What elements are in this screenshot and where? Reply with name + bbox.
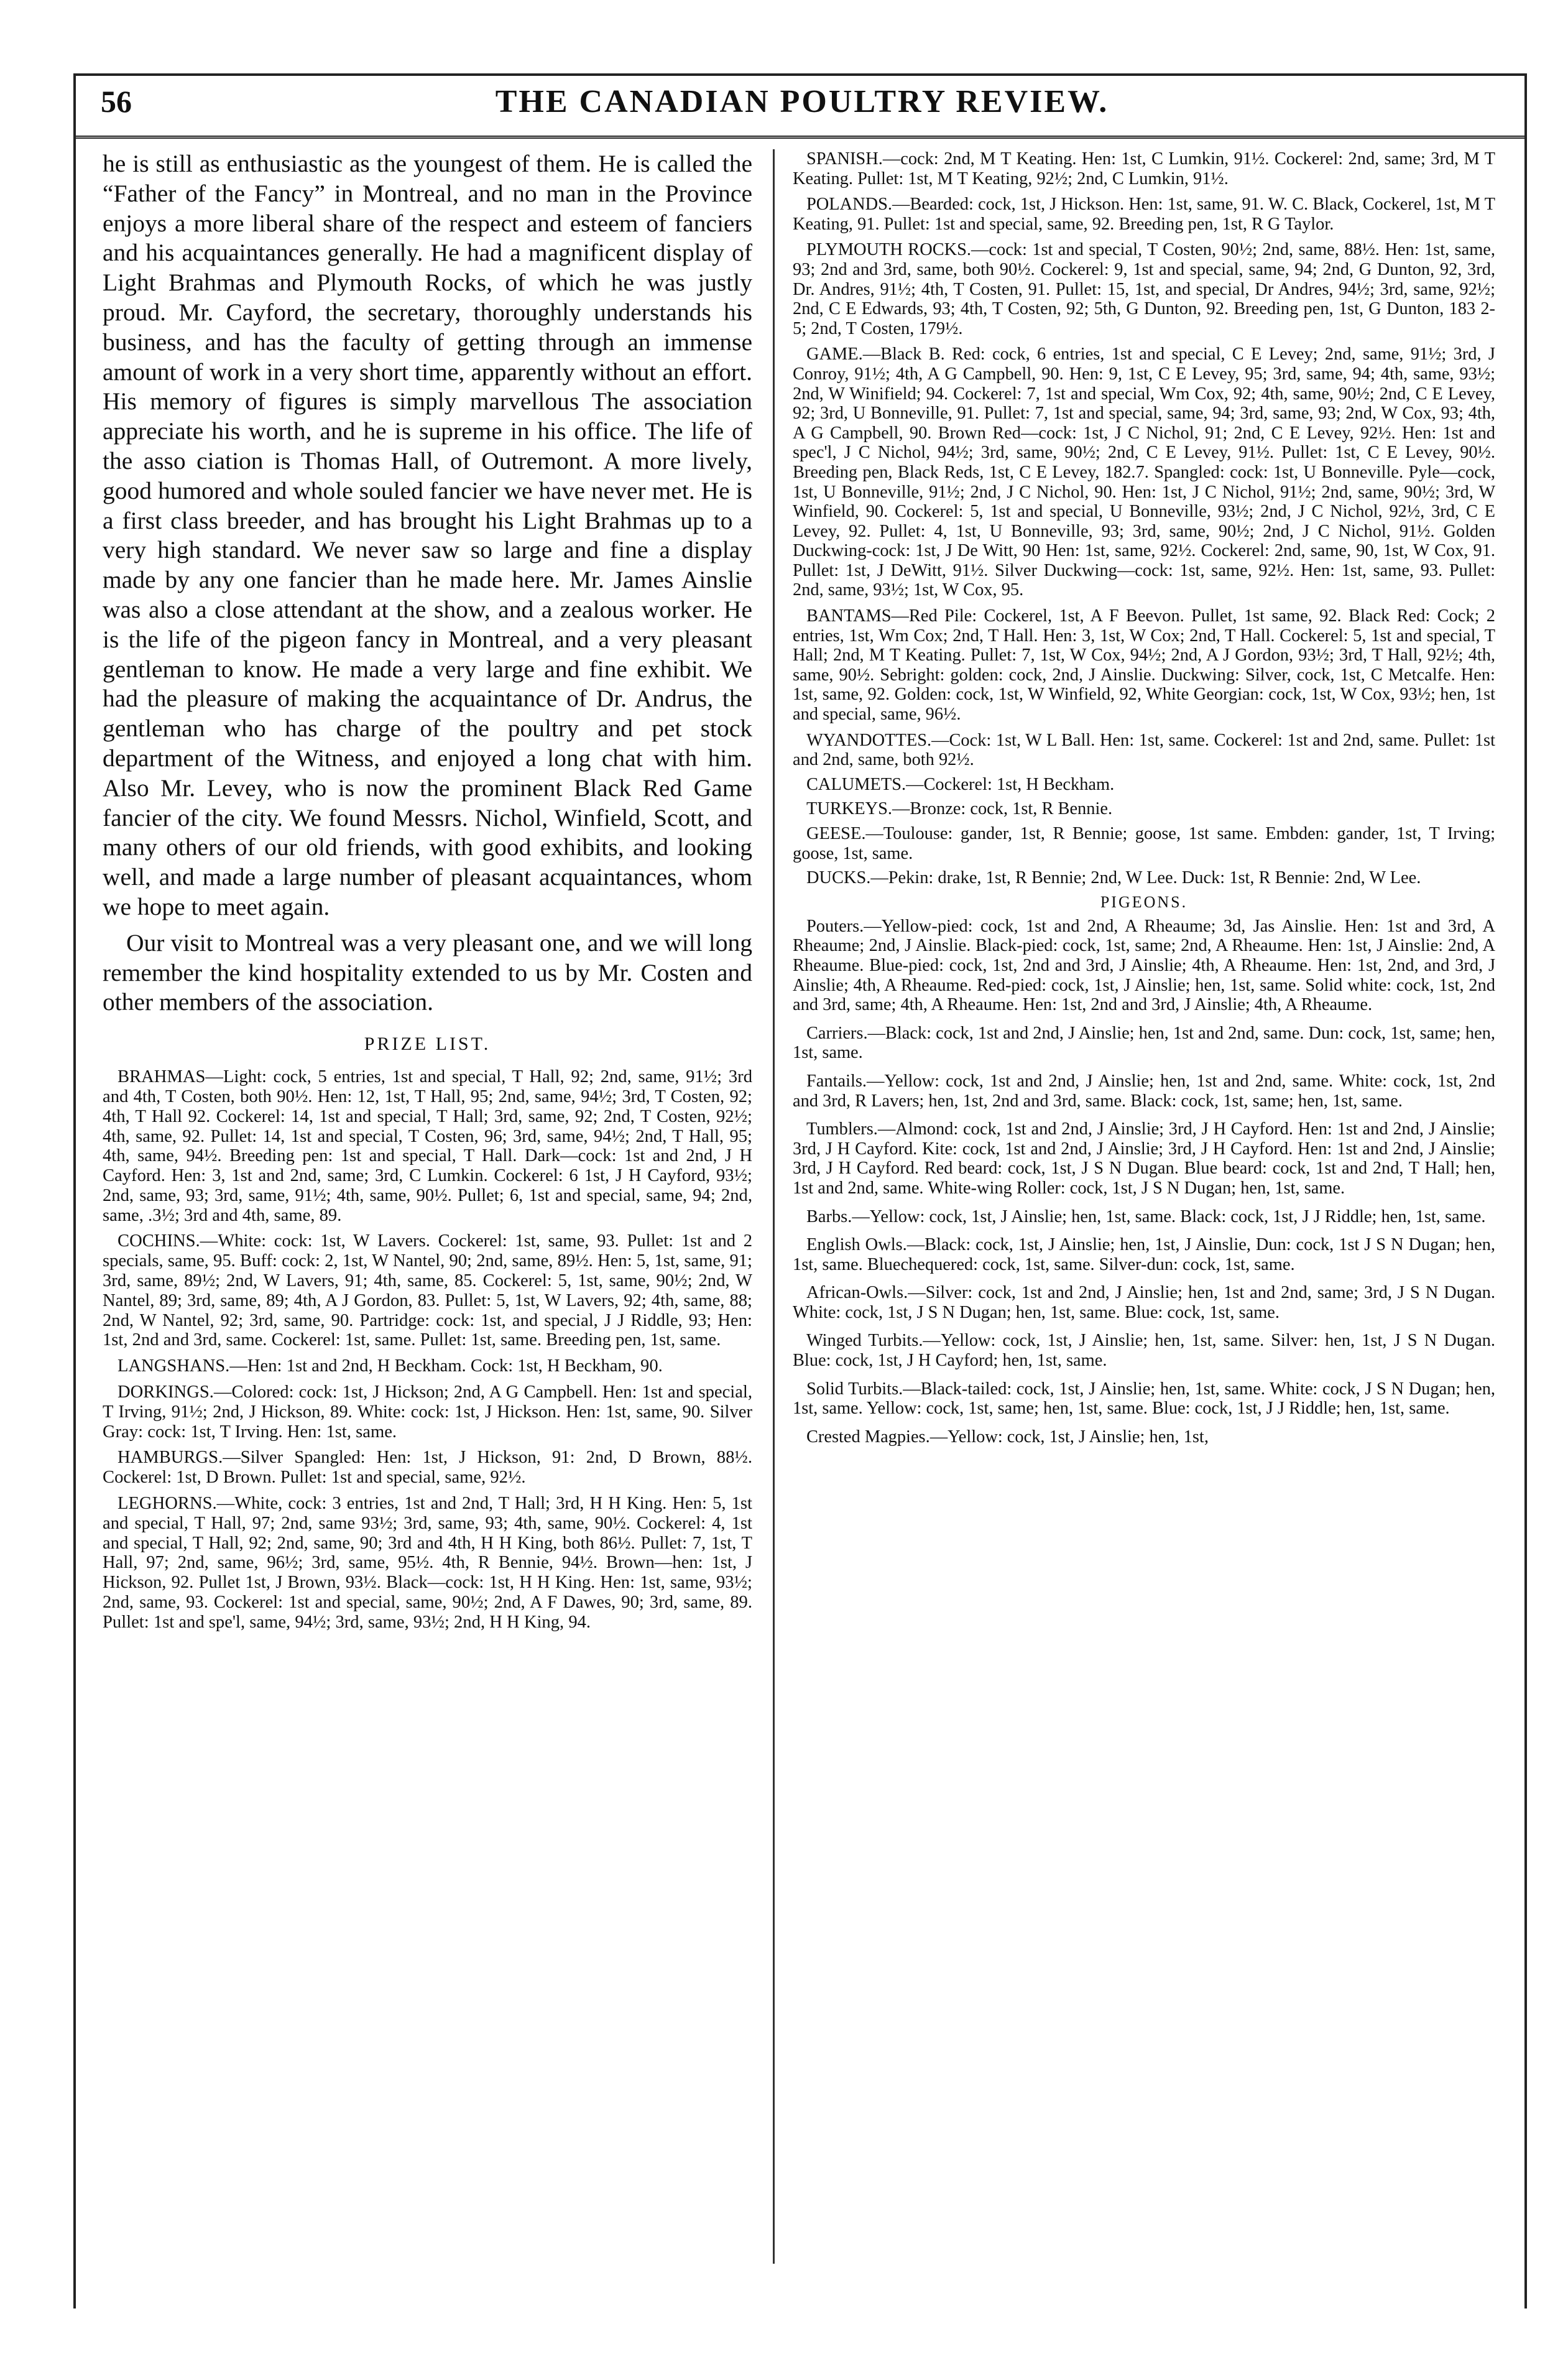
prize-entry: DUCKS.—Pekin: drake, 1st, R Bennie; 2nd, W Lee. Duck: 1st, R Bennie: 2nd, W Lee. [806,868,1421,888]
pigeon-entry: Winged Turbits.—Yellow: cock, 1st, J Ainslie; hen, 1st, same. Silver: hen, 1st, J S N Dugan. Blue: cock, 1st, J H Cayford; hen, 1st, same. [793,1331,1495,1371]
essay-paragraph: he is still as enthusiastic as the youngest of them. He is called the “Father of the Fancy” in Montreal, and no man in the Province enjoys a more liberal share of the respect and esteem of fanciers and his acquaintances generally. He had a magnificent display of Light Brahmas and Plymouth Rocks, of which he was justly proud. Mr. Cayford, the secretary, thoroughly understands his business, and has the faculty of getting through an immense amount of work in a very short time, apparently without an effort. His memory of figures is simply marvellous The association appreciate his worth, and he is supreme in his office. The life of the asso ciation is Thomas Hall, of Outremont. A more lively, good humored and whole souled fancier we have never met. He is a first class breeder, and has brought his Light Brahmas up to a very high standard. We never saw so large and fine a display made by any one fancier than he made here. Mr. James Ainslie was also a close attendant at the show, and a zealous worker. He is the life of the pigeon fancy in Montreal, and a very pleasant gentleman to know. He made a very large and fine exhibit. We had the pleasure of making the acquaintance of Dr. Andrus, the gentleman who has charge of the poultry and pet stock department of the Witness, and enjoyed a long chat with him. Also Mr. Levey, who is now the prominent Black Red Game fancier of the city. We found Messrs. Nichol, Winfield, Scott, and many others of our old friends, with good exhibits, and looking well, and made a large number of pleasant acquaintances, whom we hope to meet again. [103,150,752,920]
pigeon-entry: Crested Magpies.—Yellow: cock, 1st, J Ainslie; hen, 1st, [806,1427,1209,1447]
prize-entry: PLYMOUTH ROCKS.—cock: 1st and special, T Costen, 90½; 2nd, same, 88½. Hen: 1st, same, 93; 2nd and 3rd, same, both 90½. Cockerel: 9, 1st and special, same, 94; 2nd, G Dunton, 92, 3rd, Dr. Andres, 91½; 4th, T Costen, 91. Pullet: 15, 1st, and special, Dr Andres, 94½; 3rd, same, 92½; 2nd, C E Edwards, 93; 4th, T Costen, 92; 5th, G Dunton, 92. Breeding pen, 1st, G Dunton, 183 2-5; 2nd, T Costen, 179½. [793,240,1495,338]
left-column [103,149,752,1639]
prize-list-heading: PRIZE LIST. [364,1034,491,1055]
column-divider [773,149,775,2264]
prize-entry: DORKINGS.—Colored: cock: 1st, J Hickson; 2nd, A G Campbell. Hen: 1st and special, T Irving, 91½; 2nd, J Hickson, 89. White: cock: 1st, J Hickson. Hen: 1st, same, 90. Silver Gray: cock: 1st, T Irving. Hen: 1st, same. [103,1382,752,1442]
prize-entry: CALUMETS.—Cockerel: 1st, H Beckham. [806,774,1115,794]
pigeon-entry: Barbs.—Yellow: cock, 1st, J Ainslie; hen, 1st, same. Black: cock, 1st, J J Riddle; hen, 1st, same. [806,1206,1486,1226]
text-columns [87,149,1511,2301]
prize-entry: COCHINS.—White: cock: 1st, W Lavers. Cockerel: 1st, same, 93. Pullet: 1st and 2 specials, same, 95. Buff: cock: 2, 1st, W Nantel, 90; 2nd, same, 89½. Hen: 5, 1st, same, 91; 3rd, same, 89½; 2nd, W Lavers, 91; 4th, same, 85. Cockerel: 5, 1st, same, 90½; 2nd, W Nantel, 89; 3rd, same, 89; 4th, A J Gordon, 83. Pullet: 5, 1st, W Lavers, 92; 4th, same, 88; 2nd, W Nantel, 92; 3rd, same, 90. Partridge: cock: 1st, and special, J J Riddle, 93; Hen: 1st, 2nd and 3rd, same. Cockerel: 1st, same. Pullet: 1st, same. Breeding pen, 1st, same. [103,1231,752,1350]
prize-entry: SPANISH.—cock: 2nd, M T Keating. Hen: 1st, C Lumkin, 91½. Cockerel: 2nd, same; 3rd, M T Keating. Pullet: 1st, M T Keating, 92½; 2nd, C Lumkin, 91½. [793,149,1495,188]
pigeon-entry: Fantails.—Yellow: cock, 1st and 2nd, J Ainslie; hen, 1st and 2nd, same. White: cock, 1st, 2nd and 3rd, R Lavers; hen, 1st, 2nd and 3rd, same. Black: cock, 1st, same; hen, 1st, same. [793,1071,1495,1111]
running-head: THE CANADIAN POULTRY REVIEW. [495,84,1109,119]
pigeon-entry: Solid Turbits.—Black-tailed: cock, 1st, J Ainslie; hen, 1st, same. White: cock, J S N Dugan; hen, 1st, same. Yellow: cock, 1st, same; hen, 1st, same. Blue: cock, 1st, J J Riddle; hen, 1st, same. [793,1379,1495,1419]
essay-paragraph: Our visit to Montreal was a very pleasant one, and we will long remember the kind hospitality extended to us by Mr. Costen and other members of the association. [103,928,752,1016]
prize-entry: LEGHORNS.—White, cock: 3 entries, 1st and 2nd, T Hall; 3rd, H H King. Hen: 5, 1st and special, T Hall, 97; 2nd, same 93½; 3rd, same, 93; 4th, same, 90½. Cockerel: 4, 1st and special, T Hall, 92; 2nd, same, 90; 3rd and 4th, H H King, both 86½. Pullet: 7, 1st, T Hall, 97; 2nd, same, 96½; 3rd, same, 95½. 4th, R Bennie, 94½. Brown—hen: 1st, J Hickson, 92. Pullet 1st, J Brown, 93½. Black—cock: 1st, H H King. Hen: 1st, same, 93½; 2nd, same, 93. Cockerel: 1st and special, same, 90½; 2nd, A F Dawes, 90; 3rd, same, 89. Pullet: 1st and spe'l, same, 94½; 3rd, same, 93½; 2nd, H H King, 94. [103,1494,752,1632]
prize-entry: BRAHMAS—Light: cock, 5 entries, 1st and special, T Hall, 92; 2nd, same, 91½; 3rd and 4th, T Costen, both 90½. Hen: 12, 1st, T Hall, 95; 2nd, same, 94½; 3rd, T Costen, 92; 4th, T Hall 92. Cockerel: 14, 1st and special, T Hall; 3rd, same, 92; 2nd, T Costen, 92½; 4th, same, 92. Pullet: 14, 1st and special, T Costen, 96; 3rd, same, 94½; 2nd, T Hall, 95; 4th, same, 94½. Breeding pen: 1st and special, T Hall. Dark—cock: 1st and 2nd, J H Cayford. Hen: 3, 1st and 2nd, same; 3rd, C Lumkin. Cockerel: 6 1st, J H Cayford, 93½; 2nd, same, 93; 3rd, same, 91½; 4th, same, 90½. Pullet; 6, 1st and special, same, 94; 2nd, same, .3½; 3rd and 4th, same, 89. [103,1067,752,1225]
header-rule [73,136,1524,139]
pigeon-entry: Pouters.—Yellow-pied: cock, 1st and 2nd, A Rheaume; 3d, Jas Ainslie. Hen: 1st and 3rd, A Rheaume; 2nd, J Ainslie. Black-pied: cock, 1st, same; 2nd, A Rheaume. Hen: 1st, J Ainslie: 2nd, A Rheaume. Blue-pied: cock, 1st, 2nd and 3rd, J Ainslie; 4th, A Rheaume. Hen: 1st, 2nd, and 3rd, J Ainslie; 4th, A Rheaume. Red-pied: cock, 1st, J Ainslie; hen, 1st, same. Solid white: cock, 1st, 2nd and 3rd, same; 4th, A Rheaume. Hen: 1st, 2nd and 3rd, J Ainslie; 4th, A Rheaume. [793,916,1495,1015]
prize-entry: POLANDS.—Bearded: cock, 1st, J Hickson. Hen: 1st, same, 91. W. C. Black, Cockerel, 1st, M T Keating, 91. Pullet: 1st and special, same, 92. Breeding pen, 1st, R G Taylor. [793,195,1495,234]
prize-entry: TURKEYS.—Bronze: cock, 1st, R Bennie. [806,799,1113,819]
page-header [87,80,1517,129]
prize-entry: WYANDOTTES.—Cock: 1st, W L Ball. Hen: 1st, same. Cockerel: 1st and 2nd, same. Pullet: 1st and 2nd, same, both 92½. [793,730,1495,770]
pigeon-entry: African-Owls.—Silver: cock, 1st and 2nd, J Ainslie; hen, 1st and 2nd, same; 3rd, J S N Dugan. White: cock, 1st, J S N Dugan; hen, 1st, same. Blue: cock, 1st, same. [793,1283,1495,1322]
prize-entry: HAMBURGS.—Silver Spangled: Hen: 1st, J Hickson, 91: 2nd, D Brown, 88½. Cockerel: 1st, D Brown. Pullet: 1st and special, same, 92½. [103,1448,752,1488]
prize-entry: GEESE.—Toulouse: gander, 1st, R Bennie; goose, 1st same. Embden: gander, 1st, T Irving; goose, 1st, same. [793,824,1495,863]
prize-entry: GAME.—Black B. Red: cock, 6 entries, 1st and special, C E Levey; 2nd, same, 91½; 3rd, J Conroy, 91½; 4th, A G Campbell, 90. Hen: 9, 1st, C E Levey, 95; 3rd, same, 94; 4th, same, 93½; 2nd, W Winifield; 94. Cockerel: 7, 1st and special, Wm Cox, 92; 4th, same, 90½; 2nd, C E Levey, 92; 3rd, U Bonneville, 91. Pullet: 7, 1st and special, same, 94; 3rd, same, 93; 2nd, W Cox, 93; 4th, A G Campbell, 90. Brown Red—cock: 1st, J C Nichol, 91; 2nd, C E Levey, 92½. Hen: 1st and spec'l, J C Nichol, 94½; 3rd, same, 90½; 2nd, C E Levey, 91½. Pullet: 1st, C E Levey, 90½. Breeding pen, Black Reds, 1st, C E Levey, 182.7. Spangled: cock: 1st, U Bonneville. Pyle—cock, 1st, U Bonneville, 91½; 2nd, J C Nichol, 90. Hen: 1st, J C Nichol, 91½; 2nd, same, 90½; 3rd, W Winfield, 90. Cockerel: 5, 1st and special, U Bonneville, 93½; 2nd, J C Nichol, 92½, 3rd, C E Levey, 92. Pullet: 4, 1st, U Bonneville, 93; 3rd, same, 90½; 2nd, J C Nichol, 91½. Golden Duckwing-cock: 1st, J De Witt, 90 Hen: 1st, same, 92½. Cockerel: 2nd, same, 90, 1st, W Cox, 91. Pullet: 1st, J DeWitt, 91½. Silver Duckwing—cock: 1st, same, 92½. Hen: 1st, same, 93. Pullet: 2nd, same, 93½; 1st, W Cox, 95. [793,345,1495,600]
essay-text [103,149,752,1017]
page-number: 56 [101,84,132,119]
right-column [793,149,1495,1455]
pigeon-entry: Carriers.—Black: cock, 1st and 2nd, J Ainslie; hen, 1st and 2nd, same. Dun: cock, 1st, same; hen, 1st, same. [793,1023,1495,1063]
pigeons-heading: PIGEONS. [1100,892,1188,911]
prize-entry: LANGSHANS.—Hen: 1st and 2nd, H Beckham. Cock: 1st, H Beckham, 90. [118,1356,663,1376]
pigeon-entry: English Owls.—Black: cock, 1st, J Ainslie; hen, 1st, J Ainslie, Dun: cock, 1st J S N Dugan; hen, 1st, same. Bluechequered: cock, 1st, same. Silver-dun: cock, 1st, same. [793,1235,1495,1274]
pigeon-entry: Tumblers.—Almond: cock, 1st and 2nd, J Ainslie; 3rd, J H Cayford. Hen: 1st and 2nd, J Ainslie; 3rd, J H Cayford. Kite: cock, 1st and 2nd, J Ainslie; 3rd, J H Cayford. Hen: 1st and 2nd, J Ainslie; 3rd, J H Cayford. Red beard: cock, 1st, J S N Dugan. Blue beard: cock, 1st and 2nd, T Hall; hen, 1st and 2nd, same. White-wing Roller: cock, 1st, J S N Dugan; hen, 1st, same. [793,1119,1495,1198]
prize-entry: BANTAMS—Red Pile: Cockerel, 1st, A F Beevon. Pullet, 1st same, 92. Black Red: Cock; 2 entries, 1st, Wm Cox; 2nd, T Hall. Hen: 3, 1st, W Cox; 2nd, T Hall. Cockerel: 5, 1st and special, T Hall; 2nd, M T Keating. Pullet: 7, 1st, W Cox, 94½; 2nd, A J Gordon, 93½; 3rd, T Hall, 92½; 4th, same, 90½. Sebright: golden: cock, 2nd, J Ainslie. Duckwing: Silver, cock, 1st, C Metcalfe. Hen: 1st, same, 92. Golden: cock, 1st, W Winfield, 92, White Georgian: cock, 1st, W Cox, 93½; hen, 1st and special, same, 96½. [793,606,1495,725]
